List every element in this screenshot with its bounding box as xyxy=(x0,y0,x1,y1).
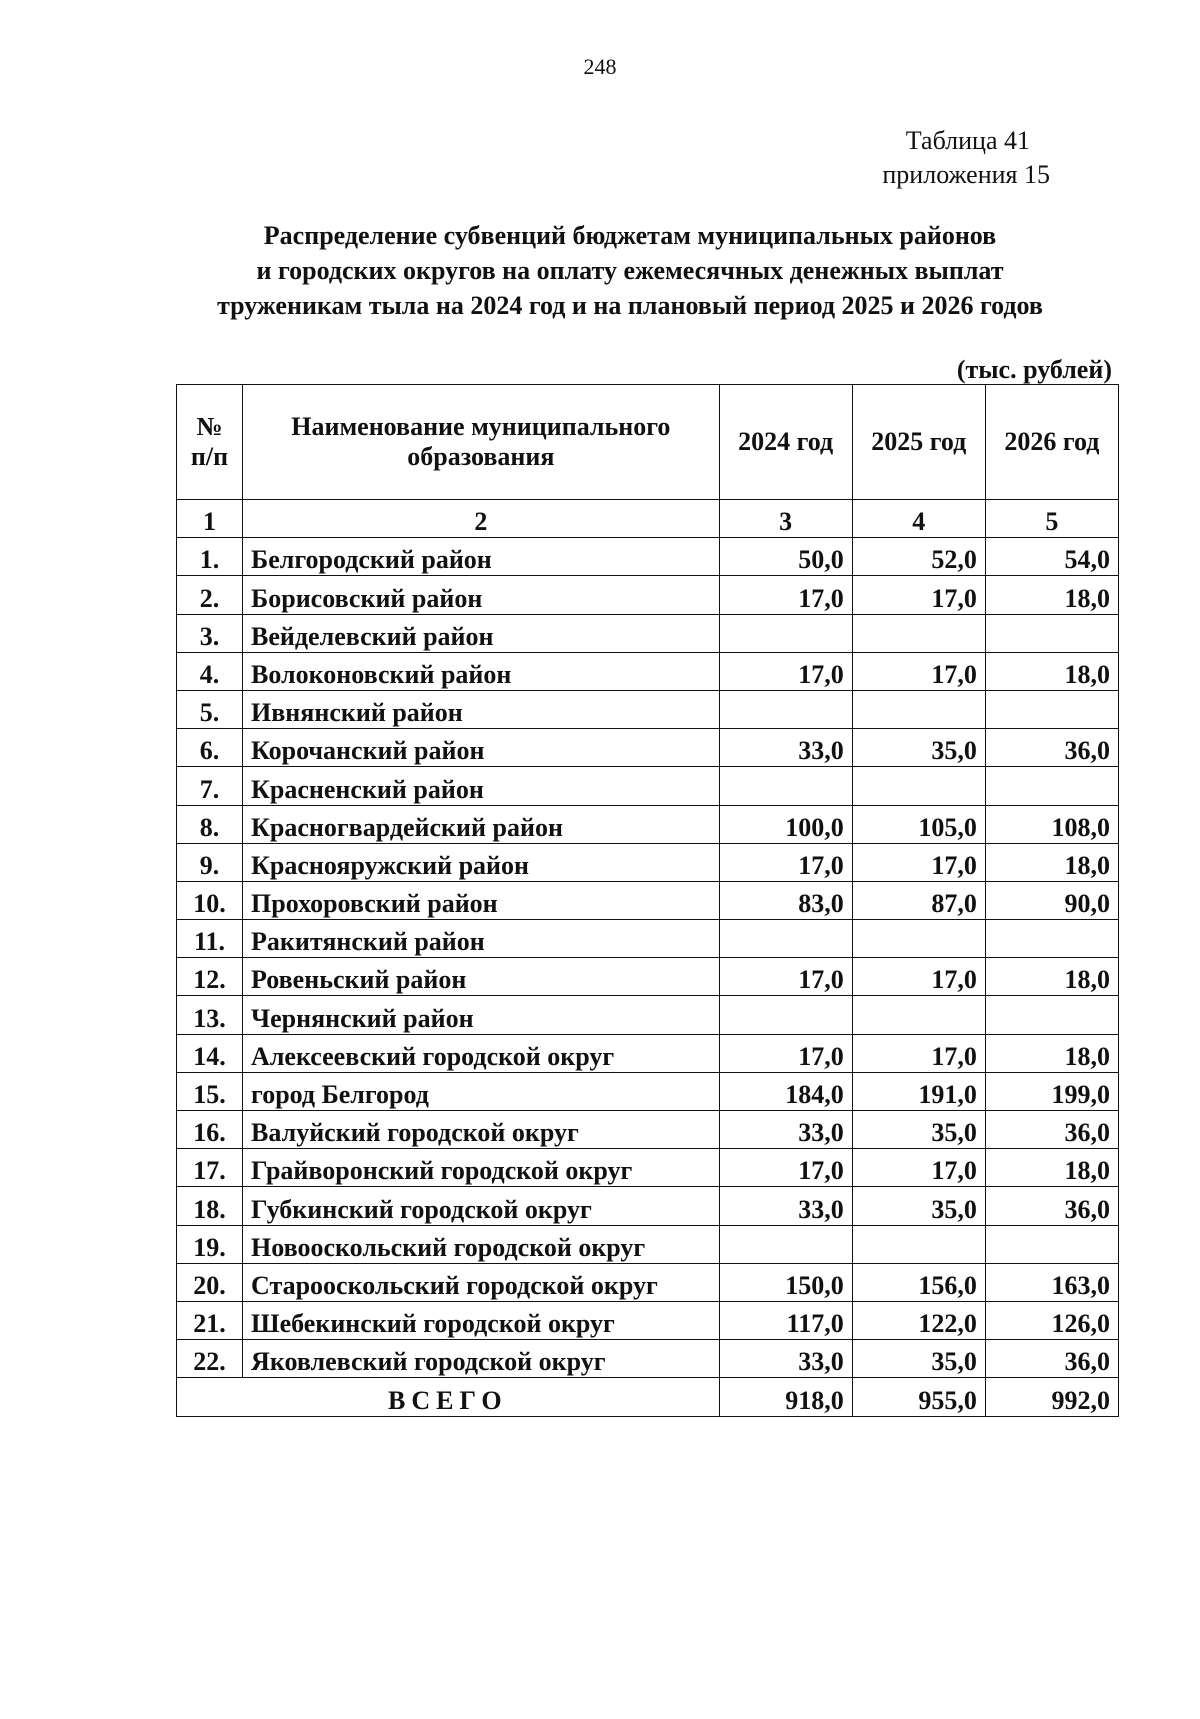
title-line3: труженикам тыла на 2024 год и на плановый период 2025 и 2026 годов xyxy=(217,291,1043,320)
table-row xyxy=(177,920,1119,958)
value-2026: 36,0 xyxy=(985,1340,1118,1378)
municipality-name: Краснояружский район xyxy=(243,843,720,881)
value-2025: 17,0 xyxy=(852,843,985,881)
row-number: 16. xyxy=(177,1111,243,1149)
value-2024: 117,0 xyxy=(719,1301,852,1339)
header-2024: 2024 год xyxy=(719,385,852,500)
document-title xyxy=(150,218,1110,323)
value-2024: 17,0 xyxy=(719,1034,852,1072)
municipality-name: Прохоровский район xyxy=(243,881,720,919)
header-name: Наименование муниципального образования xyxy=(243,385,720,500)
municipality-name: Валуйский городской округ xyxy=(243,1111,720,1149)
value-2025: 105,0 xyxy=(852,805,985,843)
table-row xyxy=(177,1111,1119,1149)
total-2024: 918,0 xyxy=(719,1378,852,1416)
value-2026 xyxy=(985,614,1118,652)
value-2025: 17,0 xyxy=(852,576,985,614)
column-number: 2 xyxy=(243,500,720,538)
value-2026: 199,0 xyxy=(985,1072,1118,1110)
table-row xyxy=(177,881,1119,919)
row-number: 18. xyxy=(177,1187,243,1225)
table-row xyxy=(177,996,1119,1034)
table-row xyxy=(177,843,1119,881)
value-2025 xyxy=(852,690,985,728)
municipality-name: Грайворонский городской округ xyxy=(243,1149,720,1187)
value-2025 xyxy=(852,996,985,1034)
subvention-table xyxy=(176,384,1119,1417)
value-2024: 33,0 xyxy=(719,1340,852,1378)
table-header-row xyxy=(177,385,1119,500)
row-number: 5. xyxy=(177,690,243,728)
row-number: 1. xyxy=(177,538,243,576)
row-number: 15. xyxy=(177,1072,243,1110)
value-2024: 17,0 xyxy=(719,843,852,881)
value-2025: 35,0 xyxy=(852,1187,985,1225)
municipality-name: Волоконовский район xyxy=(243,652,720,690)
table-row xyxy=(177,1263,1119,1301)
total-2025: 955,0 xyxy=(852,1378,985,1416)
municipality-name: Ровеньский район xyxy=(243,958,720,996)
municipality-name: Вейделевский район xyxy=(243,614,720,652)
value-2026: 126,0 xyxy=(985,1301,1118,1339)
value-2026: 90,0 xyxy=(985,881,1118,919)
value-2026: 18,0 xyxy=(985,1149,1118,1187)
municipality-name: Новооскольский городской округ xyxy=(243,1225,720,1263)
value-2024 xyxy=(719,767,852,805)
value-2024: 50,0 xyxy=(719,538,852,576)
value-2024 xyxy=(719,996,852,1034)
table-row xyxy=(177,958,1119,996)
municipality-name: Корочанский район xyxy=(243,729,720,767)
municipality-name: Алексеевский городской округ xyxy=(243,1034,720,1072)
value-2025: 87,0 xyxy=(852,881,985,919)
row-number: 11. xyxy=(177,920,243,958)
total-row xyxy=(177,1378,1119,1416)
table-row xyxy=(177,1301,1119,1339)
value-2026: 18,0 xyxy=(985,576,1118,614)
table-row xyxy=(177,1034,1119,1072)
column-number: 4 xyxy=(852,500,985,538)
table-row xyxy=(177,652,1119,690)
table-row xyxy=(177,805,1119,843)
value-2026 xyxy=(985,996,1118,1034)
value-2026: 18,0 xyxy=(985,843,1118,881)
row-number: 20. xyxy=(177,1263,243,1301)
column-number: 5 xyxy=(985,500,1118,538)
value-2025: 35,0 xyxy=(852,1111,985,1149)
table-ref-line1: Таблица 41 xyxy=(905,126,1030,155)
value-2024: 17,0 xyxy=(719,576,852,614)
value-2024: 33,0 xyxy=(719,1187,852,1225)
table-row xyxy=(177,1225,1119,1263)
value-2026 xyxy=(985,920,1118,958)
value-2025 xyxy=(852,767,985,805)
value-2025: 17,0 xyxy=(852,652,985,690)
value-2024: 33,0 xyxy=(719,729,852,767)
municipality-name: Чернянский район xyxy=(243,996,720,1034)
value-2024: 100,0 xyxy=(719,805,852,843)
row-number: 6. xyxy=(177,729,243,767)
table-row xyxy=(177,614,1119,652)
row-number: 2. xyxy=(177,576,243,614)
table-row xyxy=(177,1072,1119,1110)
municipality-name: Старооскольский городской округ xyxy=(243,1263,720,1301)
table-row xyxy=(177,729,1119,767)
table-row xyxy=(177,538,1119,576)
value-2026 xyxy=(985,1225,1118,1263)
value-2025: 122,0 xyxy=(852,1301,985,1339)
value-2025: 35,0 xyxy=(852,729,985,767)
value-2026: 163,0 xyxy=(985,1263,1118,1301)
value-2024 xyxy=(719,920,852,958)
column-number: 3 xyxy=(719,500,852,538)
value-2026: 54,0 xyxy=(985,538,1118,576)
table-row xyxy=(177,767,1119,805)
value-2026: 18,0 xyxy=(985,1034,1118,1072)
municipality-name: Ивнянский район xyxy=(243,690,720,728)
row-number: 12. xyxy=(177,958,243,996)
value-2026: 36,0 xyxy=(985,729,1118,767)
municipality-name: Красногвардейский район xyxy=(243,805,720,843)
municipality-name: Яковлевский городской округ xyxy=(243,1340,720,1378)
row-number: 14. xyxy=(177,1034,243,1072)
table-ref-line2: приложения 15 xyxy=(882,160,1050,189)
municipality-name: Борисовский район xyxy=(243,576,720,614)
title-line1: Распределение субвенций бюджетам муниципальных районов xyxy=(263,221,997,250)
value-2025: 17,0 xyxy=(852,1149,985,1187)
units-label: (тыс. рублей) xyxy=(956,355,1112,384)
row-number: 22. xyxy=(177,1340,243,1378)
row-number: 17. xyxy=(177,1149,243,1187)
table-row xyxy=(177,690,1119,728)
value-2026: 36,0 xyxy=(985,1187,1118,1225)
row-number: 21. xyxy=(177,1301,243,1339)
municipality-name: Белгородский район xyxy=(243,538,720,576)
page-number: 248 xyxy=(583,54,617,79)
table-row xyxy=(177,1187,1119,1225)
title-line2: и городских округов на оплату ежемесячных денежных выплат xyxy=(256,256,1004,285)
value-2025: 17,0 xyxy=(852,1034,985,1072)
value-2024: 184,0 xyxy=(719,1072,852,1110)
value-2024 xyxy=(719,690,852,728)
value-2025: 52,0 xyxy=(852,538,985,576)
value-2024: 33,0 xyxy=(719,1111,852,1149)
value-2024: 17,0 xyxy=(719,652,852,690)
municipality-name: Ракитянский район xyxy=(243,920,720,958)
value-2025 xyxy=(852,1225,985,1263)
municipality-name: город Белгород xyxy=(243,1072,720,1110)
value-2026 xyxy=(985,690,1118,728)
value-2024: 150,0 xyxy=(719,1263,852,1301)
total-2026: 992,0 xyxy=(985,1378,1118,1416)
value-2026: 18,0 xyxy=(985,958,1118,996)
value-2026: 36,0 xyxy=(985,1111,1118,1149)
total-label: ВСЕГО xyxy=(177,1378,720,1416)
value-2025: 191,0 xyxy=(852,1072,985,1110)
row-number: 13. xyxy=(177,996,243,1034)
value-2025 xyxy=(852,614,985,652)
value-2026: 108,0 xyxy=(985,805,1118,843)
table-row xyxy=(177,1340,1119,1378)
value-2026: 18,0 xyxy=(985,652,1118,690)
row-number: 10. xyxy=(177,881,243,919)
value-2024: 17,0 xyxy=(719,1149,852,1187)
value-2024: 83,0 xyxy=(719,881,852,919)
table-reference xyxy=(882,124,1050,192)
value-2025: 156,0 xyxy=(852,1263,985,1301)
value-2024 xyxy=(719,1225,852,1263)
value-2024 xyxy=(719,614,852,652)
column-number: 1 xyxy=(177,500,243,538)
table-row xyxy=(177,1149,1119,1187)
table-row xyxy=(177,576,1119,614)
row-number: 9. xyxy=(177,843,243,881)
row-number: 19. xyxy=(177,1225,243,1263)
value-2025: 17,0 xyxy=(852,958,985,996)
row-number: 3. xyxy=(177,614,243,652)
column-number-row xyxy=(177,500,1119,538)
value-2024: 17,0 xyxy=(719,958,852,996)
value-2026 xyxy=(985,767,1118,805)
header-2025: 2025 год xyxy=(852,385,985,500)
header-num: № п/п xyxy=(177,385,243,500)
row-number: 4. xyxy=(177,652,243,690)
row-number: 8. xyxy=(177,805,243,843)
row-number: 7. xyxy=(177,767,243,805)
municipality-name: Губкинский городской округ xyxy=(243,1187,720,1225)
municipality-name: Красненский район xyxy=(243,767,720,805)
value-2025 xyxy=(852,920,985,958)
header-2026: 2026 год xyxy=(985,385,1118,500)
value-2025: 35,0 xyxy=(852,1340,985,1378)
municipality-name: Шебекинский городской округ xyxy=(243,1301,720,1339)
